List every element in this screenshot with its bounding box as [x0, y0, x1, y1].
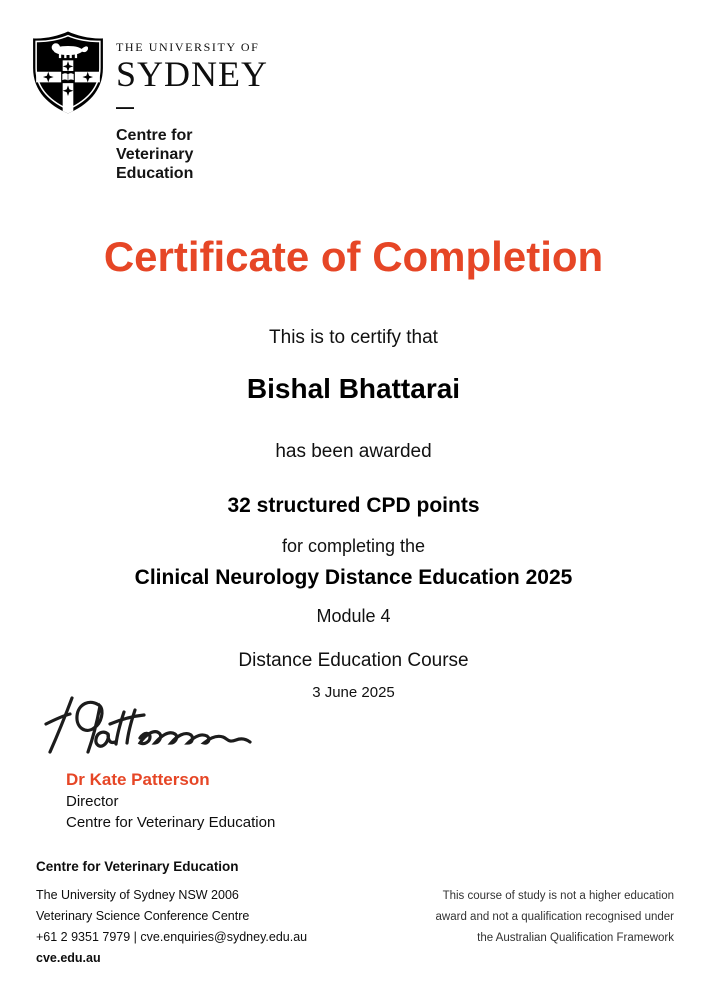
org-name: [116, 126, 268, 183]
footer-contact: +61 2 9351 7979 | cve.enquiries@sydney.edu.au: [36, 930, 308, 944]
signatory-name: Dr Kate Patterson: [66, 770, 210, 789]
org-name-line-3: Education: [116, 165, 194, 182]
org-name-line-1: Centre for: [116, 127, 193, 144]
certificate-title: Certificate of Completion: [103, 233, 604, 280]
university-crest-icon: [30, 30, 106, 115]
org-name-line-2: Veterinary: [116, 146, 194, 163]
signatory-block: [66, 769, 275, 833]
completing-line: for completing the: [281, 536, 426, 556]
certify-line: This is to certify that: [269, 327, 438, 348]
footer-left-block: [36, 859, 307, 969]
footer-address-2: Veterinary Science Conference Centre: [36, 909, 250, 923]
recipient-name: Bishal Bhattarai: [246, 373, 461, 404]
university-name: SYDNEY: [116, 54, 269, 94]
footer-heading: Centre for Veterinary Education: [36, 859, 239, 874]
signatory-role: Director: [66, 793, 119, 810]
awarded-line: has been awarded: [275, 441, 432, 462]
signatory-organisation: Centre for Veterinary Education: [66, 814, 276, 831]
footer-website: cve.edu.au: [36, 951, 101, 965]
disclaimer-line-2: award and not a qualification recognised under: [435, 911, 674, 923]
logo-text-block: [116, 30, 268, 183]
university-logo-lockup: [30, 30, 268, 183]
disclaimer-line-1: This course of study is not a higher education: [442, 890, 674, 902]
footer-address-1: The University of Sydney NSW 2006: [36, 888, 239, 902]
course-type-line: Distance Education Course: [238, 650, 469, 671]
course-name: Clinical Neurology Distance Education 2025: [134, 566, 573, 589]
logo-dash: —: [116, 97, 134, 117]
cpd-points: 32 structured CPD points: [227, 494, 480, 517]
disclaimer-line-3: the Australian Qualification Framework: [477, 932, 674, 944]
footer-disclaimer: [436, 886, 674, 949]
module-line: Module 4: [316, 606, 391, 626]
university-small-text: THE UNIVERSITY OF: [116, 40, 260, 54]
date-line: 3 June 2025: [312, 684, 395, 701]
signature-image: [42, 690, 257, 760]
